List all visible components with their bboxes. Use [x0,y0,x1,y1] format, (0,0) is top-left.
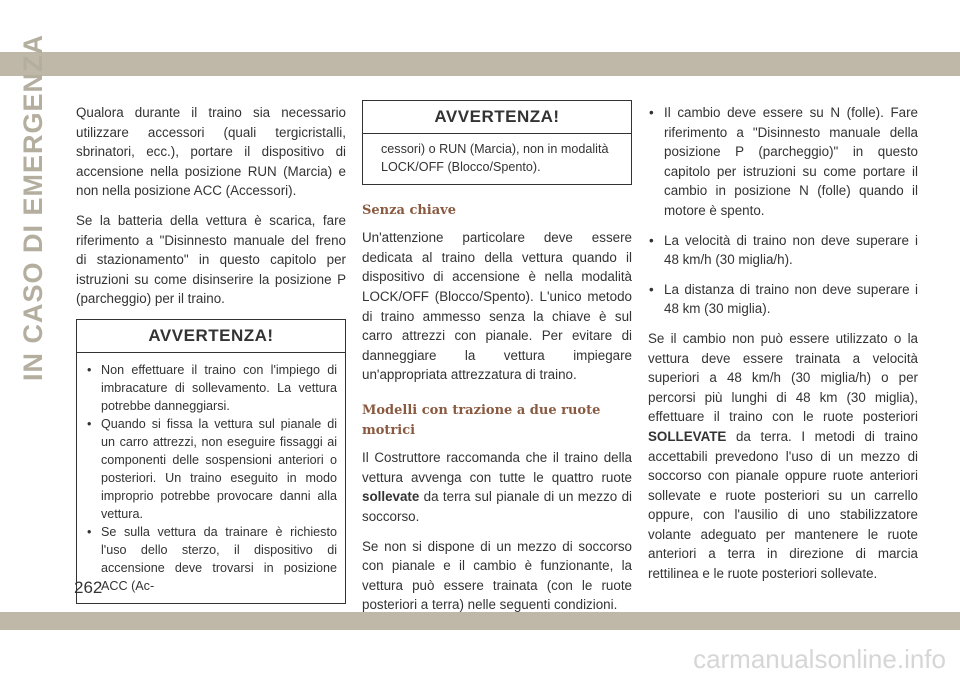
bullet-list [648,103,918,319]
paragraph [362,448,632,526]
paragraph: Qualora durante il traino sia necessario utilizzare accessori (quali tergicristalli, sbrinatori, ecc.), portare il dispositivo di accensione nella posizione RUN (Marcia) e non nella posizione ACC (Accessori). [76,105,346,199]
section-heading: Modelli con trazione a due ruote motrici [362,402,601,438]
paragraph: Se la batteria della vettura è scarica, fare riferimento a "Disinnesto manuale del freno di stazionamento" in questo capitolo per istruzioni su come disinserire la posizione P (parcheggio) per il traino. [76,212,346,307]
column-1 [76,103,346,604]
warning-text: cessori) o RUN (Marcia), non in modalità LOCK/OFF (Blocco/Spento). [363,133,631,184]
text-run: da terra. I metodi di traino accettabili prevedono l'uso di un mezzo di soccorso con pianale oppure ruote anteriori sollevate e ruote posteriori su un carrello oppure, con l'ausilio di uno stabilizzatore volante adeguato per mantenere le ruote anteriori a terra in direzione di marcia rettilinea e le ruote posteriori sollevate. [648,428,918,582]
warning-list [77,353,345,603]
paragraph [648,329,918,584]
warning-item: • Quando si fissa la vettura sul pianale di un carro attrezzi, non eseguire fissaggi ai componenti delle sospensioni anteriori o posteriori. Un traino eseguito in modo improprio potrebbe provocare danni alla vettura. [85,415,337,523]
bullet-item: • La velocità di traino non deve superare i 48 km/h (30 miglia/h). [648,231,918,270]
section-tab-label: IN CASO DI EMERGENZA [18,33,49,381]
page-number: 262 [74,578,103,597]
watermark: carmanualsonline.info [693,644,946,674]
warning-title: AVVERTENZA! [434,107,560,126]
emphasis-text: SOLLEVATE [648,428,727,444]
warning-box-continued [362,100,632,185]
bullet-item: • La distanza di traino non deve superare i 48 km (30 miglia). [648,280,918,319]
section-tab [14,33,54,381]
section-heading: Senza chiave [362,202,456,218]
bullet-item: • Il cambio deve essere su N (folle). Fare riferimento a "Disinnesto manuale della posizione P (parcheggio)" in questo capitolo per istruzioni su come portare il cambio in posizione N (folle) quando il motore è spento. [648,103,918,221]
warning-title: AVVERTENZA! [77,320,345,353]
text-run: Il Costruttore raccomanda che il traino della vettura avvenga con tutte le quattro ruote [362,450,632,485]
paragraph: Se non si dispone di un mezzo di soccorso con pianale e il cambio è funzionante, la vettura può essere trainata (con le ruote posteriori a terra) nelle seguenti condizioni. [362,538,632,613]
text-run: Se il cambio non può essere utilizzato o la vettura deve essere trainata a velocità superiori a 48 km/h (30 miglia/h) o per percorsi più lunghi di 48 km (30 miglia), effettuare il traino con le ruote posteriori [648,330,918,425]
warning-item: • Se sulla vettura da trainare è richiesto l'uso dello sterzo, il dispositivo di accensione deve trovarsi in posizione ACC (Ac- [85,523,337,595]
paragraph: Un'attenzione particolare deve essere dedicata al traino della vettura quando il dispositivo di accensione è nella modalità LOCK/OFF (Blocco/Spento). L'unico metodo di traino ammesso senza la chiave è sul carro attrezzi con pianale. Per evitare di danneggiare la vettura impiegare un'appropriata attrezzatura di traino. [362,230,632,383]
column-3 [648,103,918,594]
warning-box [76,319,346,604]
warning-item: • Non effettuare il traino con l'impiego di imbracature di sollevamento. La vettura potrebbe danneggiarsi. [85,361,337,415]
emphasis-text: sollevate [362,489,420,505]
header-bar [0,52,960,76]
column-2 [362,103,632,625]
footer-bar [0,612,960,630]
text-run: da terra sul pianale di un mezzo di soccorso. [362,489,632,524]
